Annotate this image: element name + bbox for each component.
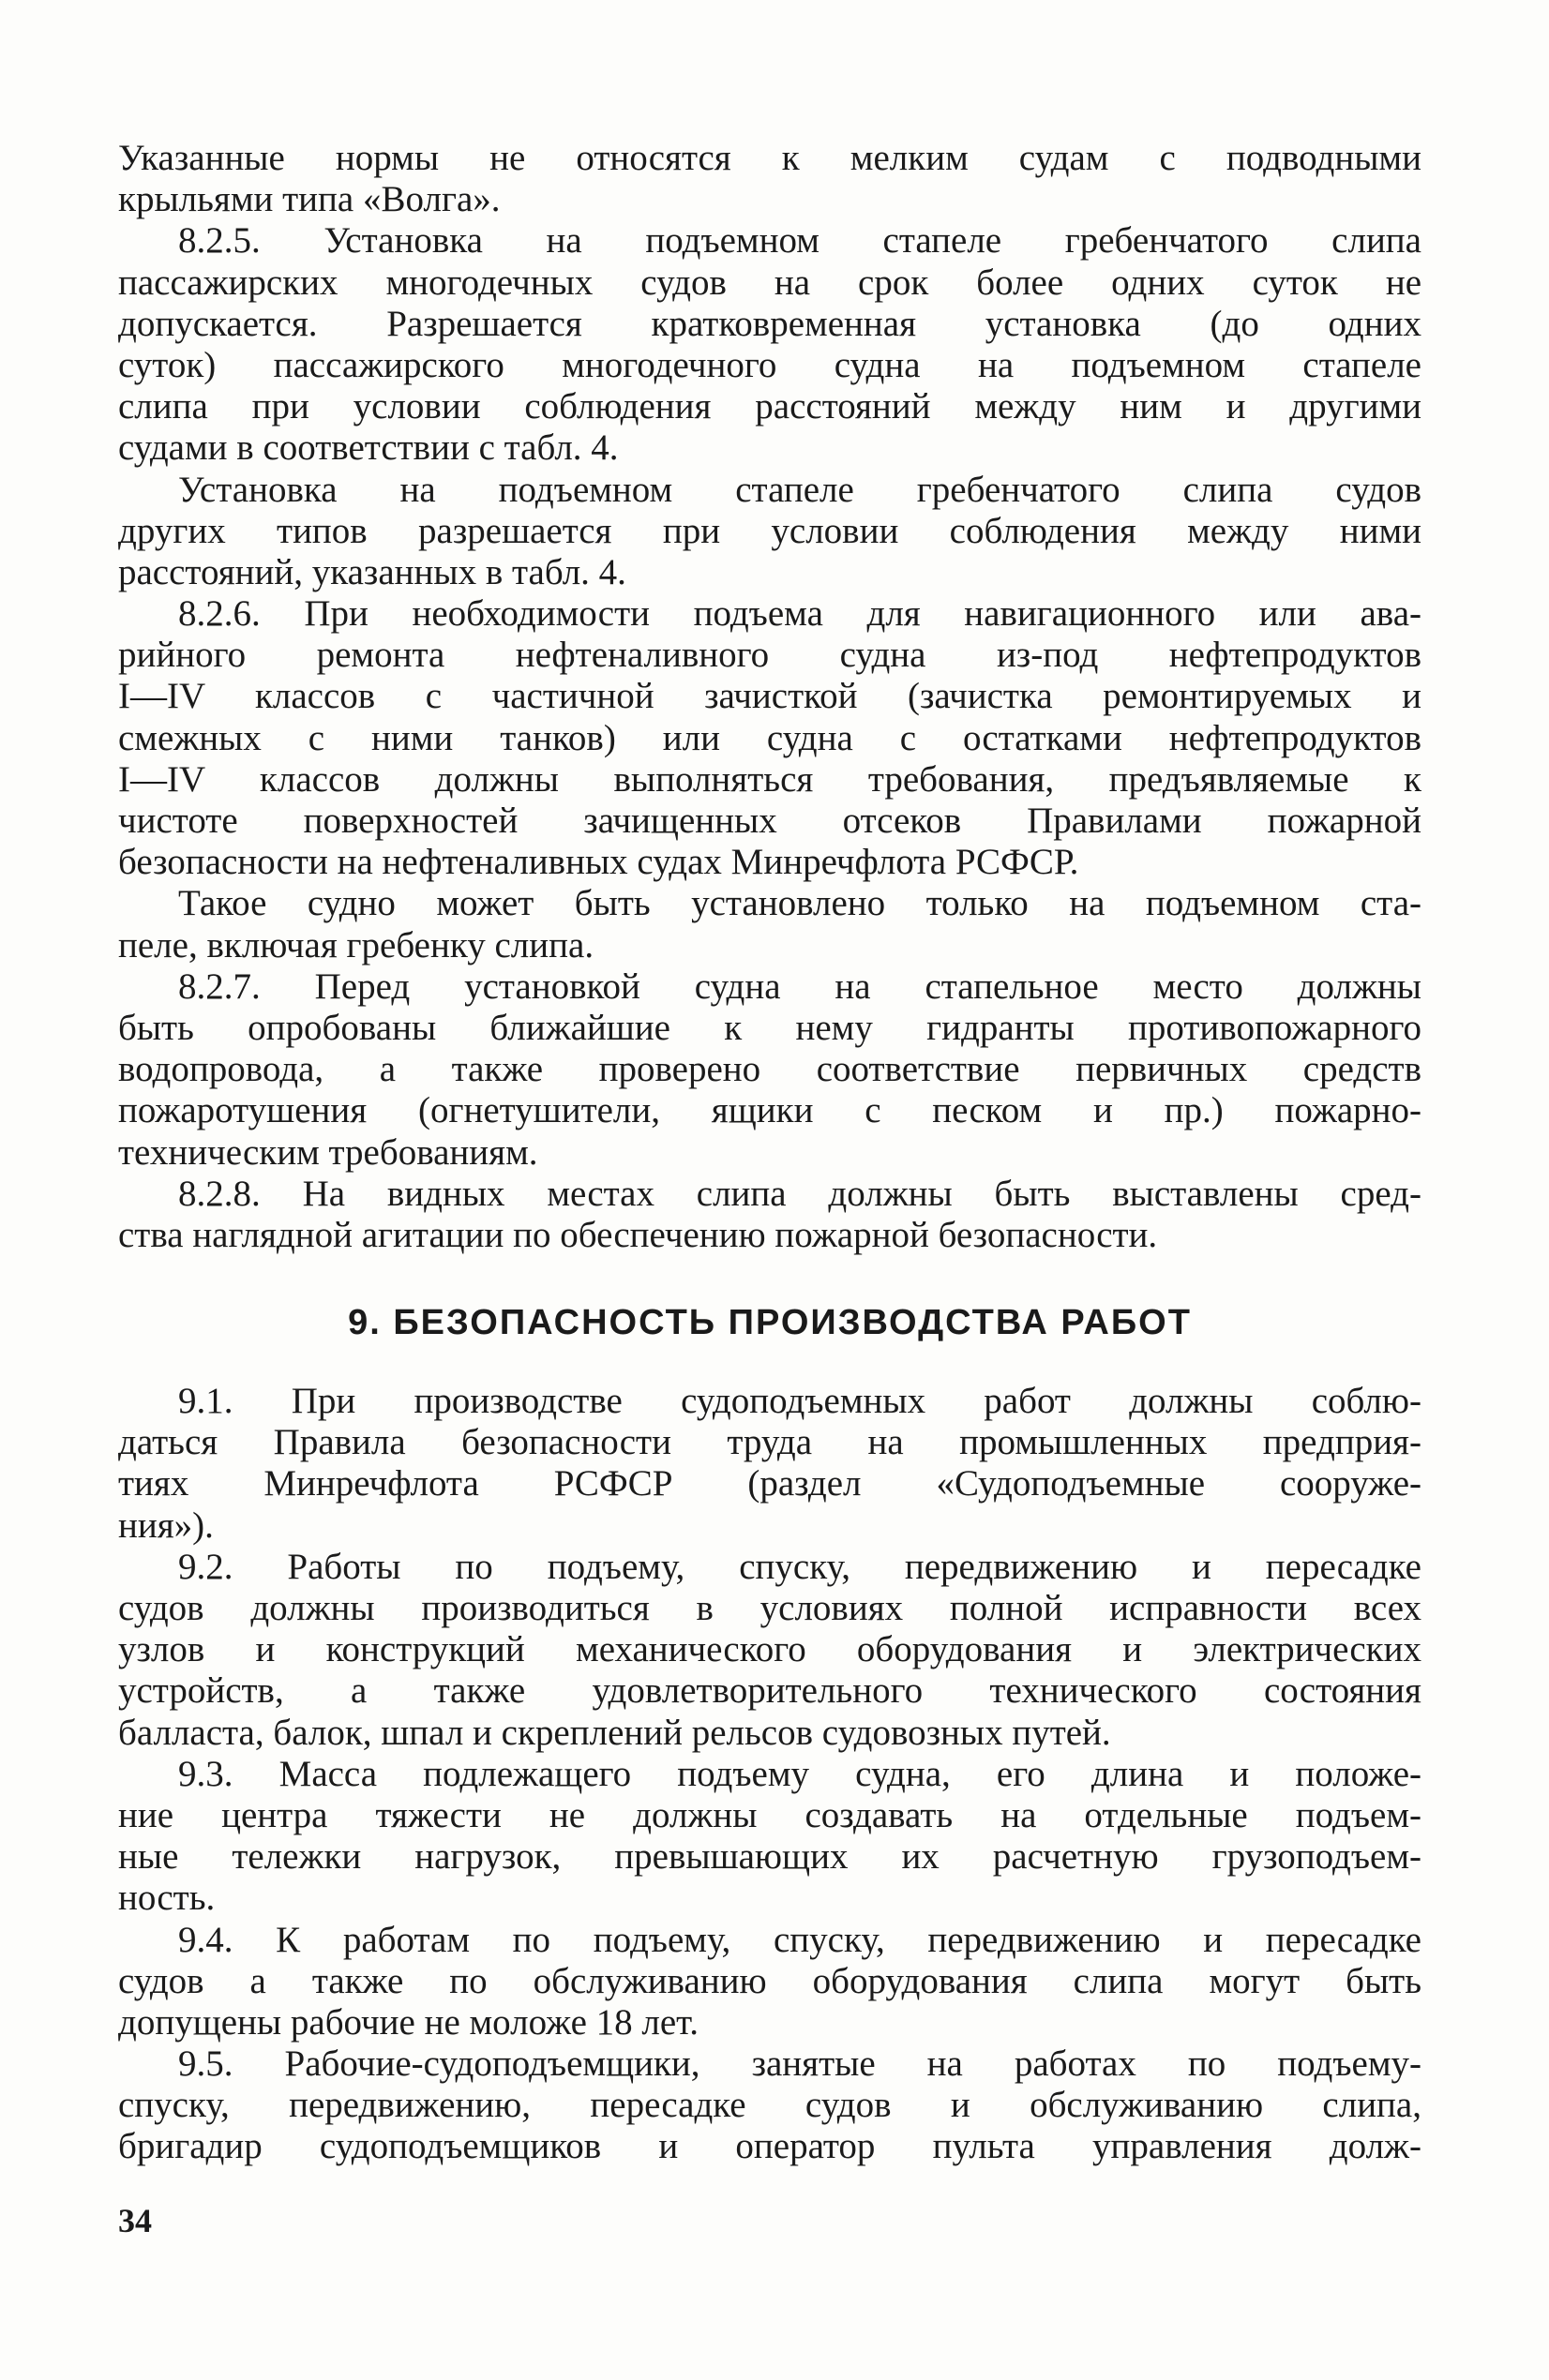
text-line: водопровода, а также проверено соответствие первичных средств <box>118 1049 1421 1090</box>
text-line: 9.5. Рабочие-судоподъемщики, занятые на работах по подъему- <box>178 2043 1421 2085</box>
paragraph <box>118 1920 1421 2044</box>
text-line: Установка на подъемном стапеле гребенчатого слипа судов <box>178 469 1421 510</box>
paragraph <box>118 883 1421 965</box>
text-line: 9.4. К работам по подъему, спуску, передвижению и пересадке <box>178 1919 1421 1960</box>
text-line: расстояний, указанных в табл. 4. <box>118 551 626 592</box>
text-line: рийного ремонта нефтеналивного судна из-под нефтепродуктов <box>118 635 1421 676</box>
text-line: быть опробованы ближайшие к нему гидранты противопожарного <box>118 1007 1421 1048</box>
text-line: Такое судно может быть установлено только на подъемном ста- <box>178 883 1421 924</box>
text-line: узлов и конструкций механического оборудования и электрических <box>118 1629 1421 1670</box>
text-line: ние центра тяжести не должны создавать на отдельные подъем- <box>118 1794 1421 1835</box>
text-line: пассажирских многодечных судов на срок более одних суток не <box>118 262 1421 303</box>
text-line: судов должны производиться в условиях полной исправности всех <box>118 1588 1421 1628</box>
text-line: слипа при условии соблюдения расстояний между ним и другими <box>118 386 1421 427</box>
paragraph <box>118 138 1421 220</box>
text-line: других типов разрешается при условии соблюдения между ними <box>118 510 1421 551</box>
section-9-text <box>118 1381 1421 2168</box>
text-line: суток) пассажирского многодечного судна на подъемном стапеле <box>118 344 1421 385</box>
text-line: даться Правила безопасности труда на промышленных предприя- <box>118 1422 1421 1463</box>
text-line: ства наглядной агитации по обеспечению пожарной безопасности. <box>118 1214 1158 1255</box>
text-line: устройств, а также удовлетворительного технического состояния <box>118 1670 1421 1712</box>
paragraph <box>118 220 1421 469</box>
text-line: ния»). <box>118 1504 214 1546</box>
document-page <box>118 138 1421 2168</box>
text-line: допущены рабочие не моложе 18 лет. <box>118 2001 699 2043</box>
paragraph <box>118 593 1421 883</box>
paragraph <box>118 470 1421 594</box>
section-8-text <box>118 138 1421 1256</box>
text-line: 8.2.8. На видных местах слипа должны быть выставлены сред- <box>178 1173 1421 1214</box>
text-line: спуску, передвижению, пересадке судов и обслуживанию слипа, <box>118 2085 1421 2126</box>
text-line: 9.2. Работы по подъему, спуску, передвижению и пересадке <box>178 1546 1421 1587</box>
text-line: судами в соответствии с табл. 4. <box>118 427 619 469</box>
text-line: техническим требованиям. <box>118 1131 538 1173</box>
text-line: I—IV классов должны выполняться требования, предъявляемые к <box>118 758 1421 800</box>
text-line: бригадир судоподъемщиков и оператор пульта управления долж- <box>118 2126 1421 2167</box>
paragraph <box>118 966 1421 1174</box>
page-number: 34 <box>118 2202 152 2239</box>
text-line: крыльями типа «Волга». <box>118 179 501 220</box>
text-line: 8.2.7. Перед установкой судна на стапельное место должны <box>178 965 1421 1007</box>
paragraph <box>118 1174 1421 1256</box>
text-line: ность. <box>118 1878 216 1919</box>
text-line: Указанные нормы не относятся к мелким судам с подводными <box>118 138 1421 178</box>
paragraph <box>118 2043 1421 2168</box>
text-line: безопасности на нефтеналивных судах Минречфлота РСФСР. <box>118 842 1079 883</box>
text-line: смежных с ними танков) или судна с остатками нефтепродуктов <box>118 717 1421 758</box>
text-line: I—IV классов с частичной зачисткой (зачистка ремонтируемых и <box>118 676 1421 717</box>
text-line: балласта, балок, шпал и скреплений рельсов судовозных путей. <box>118 1712 1111 1753</box>
text-line: 8.2.6. При необходимости подъема для навигационного или ава- <box>178 593 1421 635</box>
text-line: 8.2.5. Установка на подъемном стапеле гребенчатого слипа <box>178 220 1421 262</box>
paragraph <box>118 1381 1421 1547</box>
section-heading: 9. БЕЗОПАСНОСТЬ ПРОИЗВОДСТВА РАБОТ <box>348 1303 1192 1343</box>
text-line: ные тележки нагрузок, превышающих их расчетную грузоподъем- <box>118 1836 1421 1878</box>
text-line: судов а также по обслуживанию оборудования слипа могут быть <box>118 1960 1421 2001</box>
text-line: чистоте поверхностей зачищенных отсеков Правилами пожарной <box>118 801 1421 841</box>
text-line: допускается. Разрешается кратковременная установка (до одних <box>118 303 1421 344</box>
text-line: тиях Минречфлота РСФСР (раздел «Судоподъемные сооруже- <box>118 1463 1421 1504</box>
text-line: 9.3. Масса подлежащего подъему судна, его длина и положе- <box>178 1753 1421 1794</box>
paragraph <box>118 1754 1421 1920</box>
text-line: 9.1. При производстве судоподъемных работ должны соблю- <box>178 1381 1421 1422</box>
text-line: пожаротушения (огнетушители, ящики с песком и пр.) пожарно- <box>118 1090 1421 1131</box>
text-line: пеле, включая гребенку слипа. <box>118 924 594 965</box>
paragraph <box>118 1547 1421 1754</box>
